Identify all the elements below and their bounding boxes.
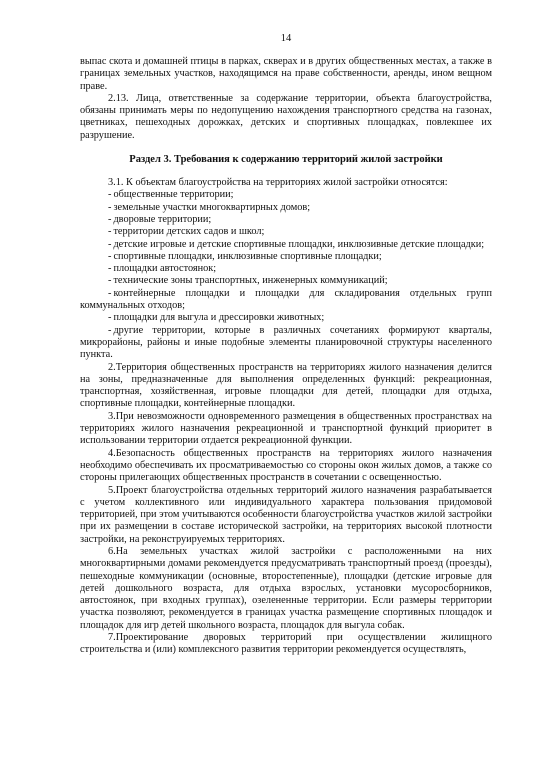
bullet-dash: - [108, 189, 112, 201]
paragraph-2: 2.Территория общественных пространств на территориях жилого назначения делится на зоны, предназначенные для выполнения определенных функций: рекреационная, транспортная, хозяйственная, игровые площадки для детей, площадки для отдыха, спортивные площадки, контейнерные площадки. [80, 361, 492, 410]
document-body [80, 56, 492, 657]
list-item [80, 239, 492, 251]
bullet-dash: - [108, 263, 112, 275]
list-item-text: другие территории, которые в различных сочетаниях формируют кварталы, микрорайоны, районы и иные подобные элементы планировочной структуры населенного пункта. [80, 324, 492, 361]
list-item [80, 251, 492, 263]
bullet-dash: - [108, 201, 112, 213]
bullet-dash: - [108, 238, 112, 250]
list-item-text: общественные территории; [113, 189, 234, 201]
list-item [80, 263, 492, 275]
list-item-text: детские игровые и детские спортивные площадки, инклюзивные детские площадки; [113, 238, 485, 250]
list-item-text: площадки для выгула и дрессировки животных; [113, 312, 325, 324]
list-item [80, 189, 492, 201]
list-item [80, 202, 492, 214]
paragraph-5: 5.Проект благоустройства отдельных территорий жилого назначения разрабатывается с учетом коллективного или индивидуального характера пользования придомовой территорией, при этом учитываются особенности благоустройства участков жилой застройки при их размещении в составе исторической застройки, на территориях высокой плотности застройки, на реконструируемых территориях. [80, 484, 492, 545]
list-item-text: земельные участки многоквартирных домов; [113, 201, 311, 213]
list-item-text: контейнерные площадки и площадки для складирования отдельных групп коммунальных отходов; [80, 287, 492, 312]
bullet-dash: - [108, 287, 112, 299]
list-item-text: площадки автостоянок; [113, 263, 217, 275]
bullet-dash: - [108, 226, 112, 238]
list-item-text: дворовые территории; [113, 213, 212, 225]
bullet-dash: - [108, 312, 112, 324]
paragraph-7: 7.Проектирование дворовых территорий при осуществлении жилищного строительства и (или) комплексного развития территории рекомендуется осуществлять, [80, 632, 492, 656]
section-title: Раздел 3. Требования к содержанию территорий жилой застройки [129, 154, 443, 166]
list-item-text: спортивные площадки, инклюзивные спортивные площадки; [113, 250, 382, 262]
list-item-text: технические зоны транспортных, инженерных коммуникаций; [113, 275, 388, 287]
list-item [80, 275, 492, 287]
list-item [80, 288, 492, 313]
intro-paragraph-1: выпас скота и домашней птицы в парках, скверах и в других общественных местах, а также в границах земельных участков, находящимся на праве собственности, аренды, ином вещном праве. [80, 56, 492, 92]
list-item [80, 214, 492, 226]
paragraph-6: 6.На земельных участках жилой застройки с расположенными на них многоквартирными домами рекомендуется предусматривать транспортный проезд (проезды), пешеходные коммуникации (основные, второстепенные), площадки (детские игровые для детей дошкольного возраста, для отдыха взрослых, установки мусоросборников, автостоянок, при входных группах), озелененные территории. Если размеры территории участка позволяют, рекомендуется в границах участка размещение спортивных площадок и площадок для игр детей школьного возраста, площадок для выгула собак. [80, 545, 492, 631]
intro-paragraph-2: 2.13. Лица, ответственные за содержание территории, объекта благоустройства, обязаны принимать меры по недопущению нахождения транспортного средства на газонах, цветниках, пешеходных дорожках, детских и спортивных площадках, повлекшее их разрушение. [80, 92, 492, 141]
list-item [80, 325, 492, 362]
paragraph-4: 4.Безопасность общественных пространств на территориях жилого назначения необходимо обеспечивать их просматриваемостью со стороны окон жилых домов, а также со стороны прилегающих общественных пространств в сочетании с освещенностью. [80, 447, 492, 484]
list-intro: 3.1. К объектам благоустройства на территориях жилой застройки относятся: [108, 177, 448, 189]
bullet-dash: - [108, 250, 112, 262]
bullet-dash: - [108, 324, 112, 336]
bullet-dash: - [108, 213, 112, 225]
bullet-dash: - [108, 275, 112, 287]
list-item [80, 226, 492, 238]
paragraph-3: 3.При невозможности одновременного размещения в общественных пространствах на территориях жилого назначения рекреационной и транспортной функций приоритет в использовании территории отдается рекреационной функции. [80, 410, 492, 447]
list-item [80, 312, 492, 324]
list-item-text: территории детских садов и школ; [113, 226, 265, 238]
page-number: 14 [280, 33, 292, 44]
